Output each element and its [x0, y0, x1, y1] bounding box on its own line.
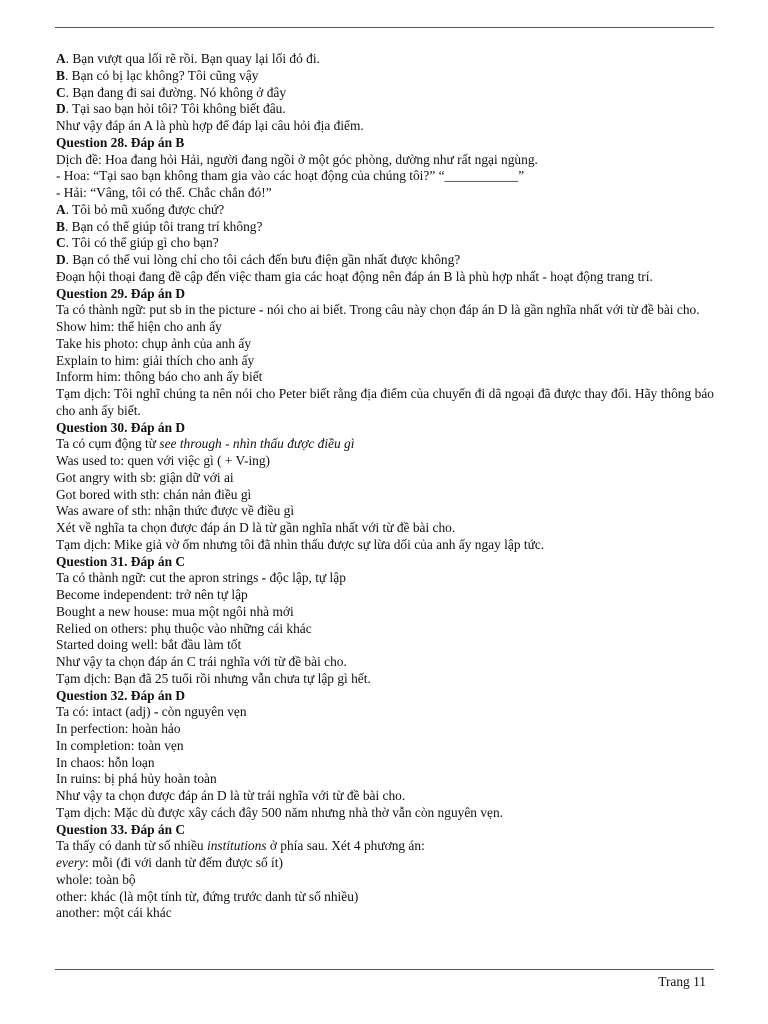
text-run: Ta thấy có danh từ số nhiều	[56, 838, 207, 854]
text-run: : mỗi (đi với danh từ đếm được số ít)	[85, 855, 283, 870]
text-line	[56, 168, 714, 185]
text-line	[56, 755, 714, 772]
question-heading	[56, 688, 714, 705]
text-run: A	[56, 201, 66, 217]
text-run: Tạm dịch: Mặc dù được xây cách đây 500 năm nhưng nhà thờ vẫn còn nguyên vẹn.	[56, 804, 504, 820]
text-run: C	[56, 84, 66, 100]
text-run: . Bạn vượt qua lối rẽ rồi. Bạn quay lại lối đó đi.	[65, 51, 320, 66]
text-line	[56, 336, 714, 353]
text-run: Take his photo: chụp ảnh của anh ấy	[56, 335, 252, 351]
text-line	[56, 805, 714, 822]
text-run: Như vậy ta chọn được đáp án D là từ trái nghĩa với từ đề bài cho.	[56, 788, 406, 803]
text-run: In perfection: hoàn hảo	[56, 721, 181, 736]
text-run: . Bạn có thể vui lòng chỉ cho tôi cách đến bưu điện gần nhất được không?	[65, 252, 461, 267]
text-line	[56, 520, 714, 537]
text-run: . Bạn có thể giúp tôi trang trí không?	[64, 218, 263, 234]
text-run: D	[56, 101, 66, 117]
text-line	[56, 604, 714, 621]
text-line	[56, 503, 714, 520]
text-run: Question 32. Đáp án D	[56, 687, 186, 703]
text-run: . Bạn đang đi sai đường. Nó không ở đây	[65, 84, 287, 100]
text-run: Relied on others: phụ thuộc vào những cái khác	[56, 620, 312, 636]
text-line	[56, 621, 714, 638]
text-run: -	[153, 704, 159, 720]
text-run: Tạm dịch: Mike giả vờ ốm nhưng tôi đã nhìn thấu được sự lừa dối của anh ấy ngay lập tức.	[56, 536, 545, 552]
text-line	[56, 704, 714, 721]
text-run: Was aware of sth: nhận thức được về điều gì	[56, 503, 295, 519]
text-run: Question 30. Đáp án D	[56, 419, 186, 435]
text-line	[56, 386, 714, 420]
text-run: B	[56, 218, 65, 234]
text-run: Đoạn hội thoại đang đề cập đến việc tham gia các hoạt động nên đáp án B là phù hợp nhất - hoạt động trang trí.	[56, 268, 653, 284]
text-line	[56, 252, 714, 269]
text-run: other: khác (là một tính từ, đứng trước danh từ số nhiều)	[56, 888, 359, 904]
text-line	[56, 487, 714, 504]
text-line	[56, 905, 714, 922]
text-run: Tạm dịch: Tôi nghĩ chúng ta nên nói cho Peter biết rằng địa điểm của chuyến đi dã ngoại đã được thay đổi. Hãy thông báo cho anh ấy biết.	[56, 386, 714, 418]
text-run: every	[56, 855, 85, 870]
text-run: ở phía sau. Xét 4 phương án:	[266, 838, 425, 854]
text-line	[56, 152, 714, 169]
text-line	[56, 235, 714, 252]
text-line	[56, 587, 714, 604]
text-line	[56, 872, 714, 889]
text-run: Was used to: quen với việc gì ( + V-ing)	[56, 453, 271, 468]
document-body	[56, 51, 714, 922]
text-run: Question 29. Đáp án D	[56, 285, 186, 301]
text-run: Got angry with sb: giận dữ với ai	[56, 469, 234, 485]
text-run: Question 33. Đáp án C	[56, 821, 186, 837]
text-run: . Tôi bỏ mũ xuống được chứ?	[65, 201, 225, 217]
text-line	[56, 101, 714, 118]
text-run: In chaos: hỗn loạn	[56, 754, 155, 770]
text-run: Show him: thể hiện cho anh ấy	[56, 319, 222, 334]
page-number: Trang 11	[658, 974, 706, 989]
text-run: Ta có thành ngữ: put sb in the picture	[56, 302, 260, 318]
text-line	[56, 570, 714, 587]
text-run: còn nguyên vẹn	[158, 704, 247, 720]
text-run: nói cho ai biết. Trong câu này chọn đáp án D là gần nghĩa nhất với từ đề bài cho.	[263, 302, 700, 318]
text-line	[56, 771, 714, 788]
text-run: Tạm dịch: Bạn đã 25 tuổi rồi nhưng vẫn chưa tự lập gì hết.	[56, 670, 371, 686]
text-run: Như vậy đáp án A là phù hợp để đáp lại câu hỏi địa điểm.	[56, 118, 364, 133]
text-run: Như vậy ta chọn đáp án C trái nghĩa với từ đề bài cho.	[56, 654, 347, 669]
question-heading	[56, 420, 714, 437]
text-run: D	[56, 252, 66, 267]
text-run: Dịch đề: Hoa đang hỏi Hải, người đang ngồi ở một góc phòng, dường như rất ngại ngùng.	[56, 151, 538, 167]
text-run: - Hải: “Vâng, tôi có thể. Chắc chắn đó!”	[56, 185, 272, 200]
text-line	[56, 537, 714, 554]
question-heading	[56, 822, 714, 839]
header-rule	[55, 27, 714, 28]
text-run: - Hoa: “Tại sao bạn không tham gia vào các hoạt động của chúng tôi?” “___________”	[56, 168, 525, 184]
text-line	[56, 353, 714, 370]
text-run: . Bạn có bị lạc không? Tôi cũng vậy	[64, 67, 259, 83]
text-run: Question 31. Đáp án C	[56, 553, 186, 569]
question-heading	[56, 554, 714, 571]
text-run: B	[56, 67, 65, 83]
text-run: institutions	[206, 838, 267, 854]
text-run: In ruins: bị phá hủy hoàn toàn	[56, 771, 217, 787]
text-line	[56, 838, 714, 855]
question-heading	[56, 286, 714, 303]
text-line	[56, 436, 714, 453]
text-run: Become independent: trở nên tự lập	[56, 587, 248, 602]
text-run: Inform him: thông báo cho anh ấy biết	[56, 369, 263, 385]
footer-rule	[55, 969, 714, 970]
text-run: -	[261, 570, 267, 586]
text-run: Bought a new house: mua một ngôi nhà mới	[56, 603, 294, 619]
text-run: Xét về nghĩa ta chọn được đáp án D là từ gần nghĩa nhất với từ đề bài cho.	[56, 520, 456, 535]
text-line	[56, 654, 714, 671]
text-run: độc lập, tự lập	[266, 570, 346, 586]
text-run: -	[259, 302, 264, 318]
text-line	[56, 738, 714, 755]
text-run: Ta có: intact (adj)	[56, 704, 154, 720]
text-line	[56, 319, 714, 336]
text-line	[56, 369, 714, 386]
text-run: whole: toàn bộ	[56, 871, 136, 887]
text-line	[56, 453, 714, 470]
text-line	[56, 889, 714, 906]
text-run: In completion: toàn vẹn	[56, 737, 184, 753]
text-line	[56, 269, 714, 286]
text-run: Got bored with sth: chán nản điều gì	[56, 486, 252, 502]
text-line	[56, 671, 714, 688]
text-run: Started doing well: bắt đầu làm tốt	[56, 637, 242, 653]
text-line	[56, 302, 714, 319]
text-run: C	[56, 235, 66, 251]
text-run: Ta có thành ngữ: cut the apron strings	[56, 570, 262, 586]
text-line	[56, 202, 714, 219]
text-line	[56, 788, 714, 805]
text-line	[56, 470, 714, 487]
text-run: . Tại sao bạn hỏi tôi? Tôi không biết đâu.	[65, 101, 286, 117]
text-run: A	[56, 51, 66, 66]
text-line	[56, 219, 714, 236]
text-line	[56, 185, 714, 202]
text-run: another: một cái khác	[56, 905, 172, 921]
text-run: see through - nhìn thấu được điều gì	[159, 436, 355, 452]
text-run: Ta có cụm động từ	[56, 436, 160, 452]
text-line	[56, 637, 714, 654]
text-line	[56, 51, 714, 68]
text-line	[56, 85, 714, 102]
question-heading	[56, 135, 714, 152]
text-run: Question 28. Đáp án B	[56, 134, 185, 150]
text-line	[56, 855, 714, 872]
text-run: . Tôi có thể giúp gì cho bạn?	[65, 235, 219, 251]
text-line	[56, 68, 714, 85]
text-line	[56, 721, 714, 738]
text-line	[56, 118, 714, 135]
text-run: Explain to him: giải thích cho anh ấy	[56, 352, 255, 368]
